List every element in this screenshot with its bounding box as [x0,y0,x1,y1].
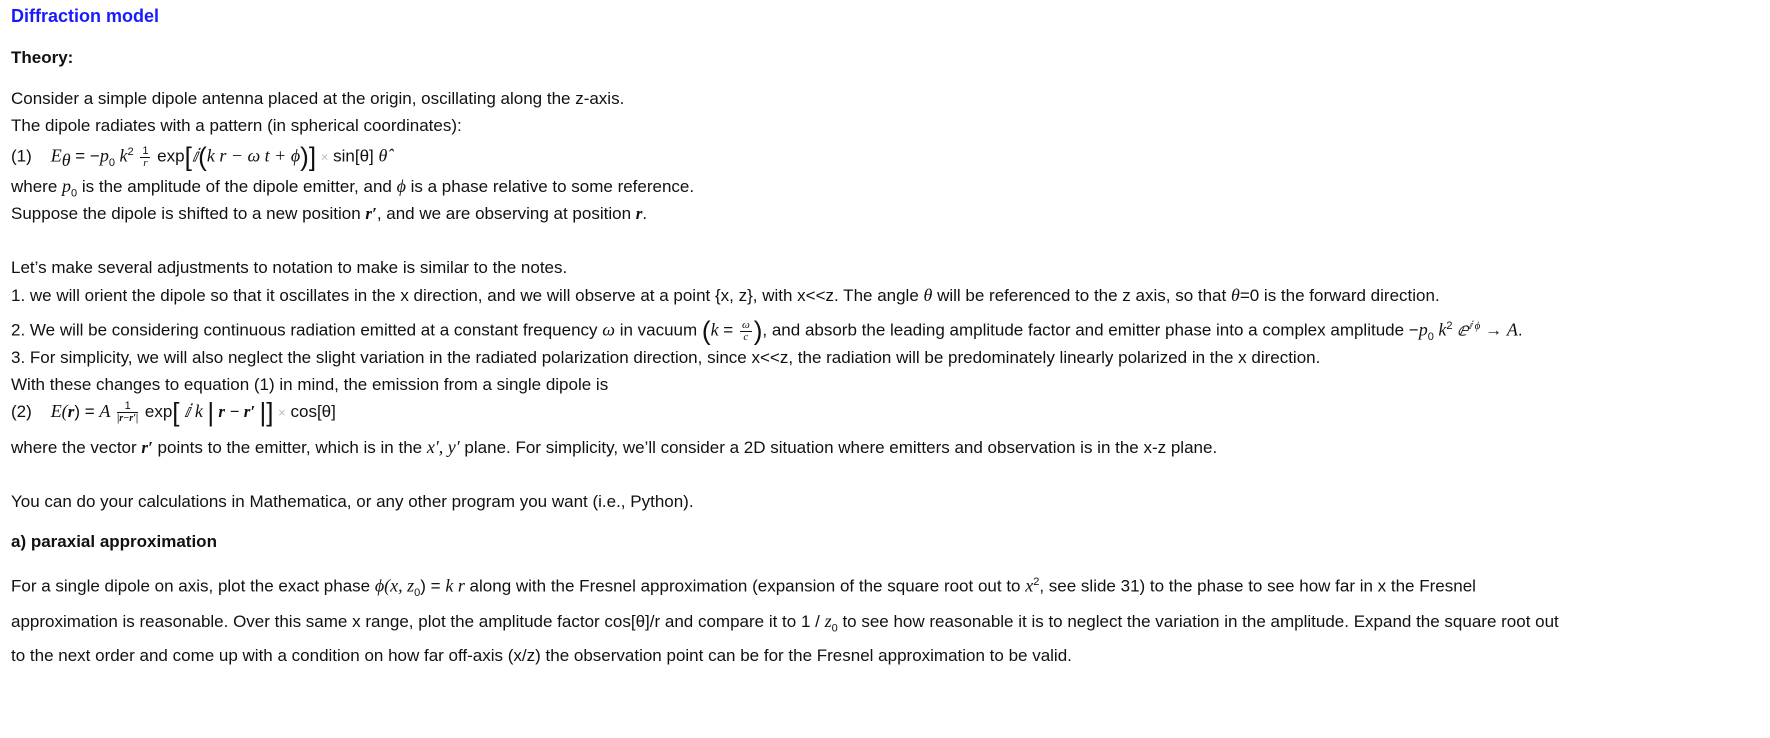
eq-term: ( [198,141,207,172]
eq-term: [ [172,397,180,427]
notebook-title: Diffraction model [11,6,160,26]
text: in vacuum [614,320,702,340]
text-line: You can do your calculations in Mathematica, or any other program you want (i.e., Python). [11,492,694,511]
math: k [710,319,719,340]
math: x′, y′ [426,437,460,457]
text: where the vector [11,438,142,457]
math: x [1025,575,1034,596]
eq-term: ] [266,397,274,427]
math: 0 [1427,331,1434,344]
eq-term: k [114,145,128,166]
math: θ [1230,285,1240,305]
eq-label: (2) [11,402,32,421]
text-line: The dipole radiates with a pattern (in spherical coordinates): [11,116,462,135]
eq-term: A [99,401,111,421]
math: z [824,610,832,631]
eq-term: ) [300,141,309,172]
eq-term: 0 [108,157,115,170]
text: . [642,204,648,223]
text: is a phase relative to some reference. [405,177,695,196]
math: = [718,320,738,340]
times-symbol: × [278,405,286,420]
denominator: |r−r′| [117,413,139,425]
eq-label: (1) [11,146,32,166]
eq-term: r − r′ [214,402,260,421]
math: ⅇ [1452,319,1469,340]
text: will be referenced to the z axis, so that [932,286,1231,305]
fraction [740,320,752,343]
eq-term: | [259,397,267,427]
numerator: 1 [142,144,149,157]
math: ω [602,319,615,340]
math: 0 [831,621,838,634]
text-line [11,436,1217,459]
text: . [1517,320,1523,340]
eq-term: ⅈ [191,145,199,166]
eq-term: ⅈ k [179,401,208,421]
numerator: 1 [117,401,138,413]
times-symbol: × [320,149,329,165]
math: p [62,176,72,196]
eq-term: = − [70,146,100,166]
fraction [140,146,150,169]
math: ϕ(x, z [374,575,415,596]
eq-term: | [207,397,215,427]
theory-heading: Theory: [11,48,74,67]
text: , see slide 31) to the phase to see how far in x the Fresnel approximation is reasonable. Over this same x range, plot the amplitude factor cos[θ]/r and compare it to [11,576,1476,631]
math: ( [701,315,711,346]
eq-term: sin[θ] [333,146,379,166]
math: A [1506,319,1518,340]
math: r [635,204,643,223]
math: 2 [1033,576,1040,588]
text-line: With these changes to equation (1) in mind, the emission from a single dipole is [11,375,609,394]
text: along with the Fresnel approximation (expansion of the square root out to [464,576,1026,596]
fraction [117,401,138,424]
eq-term: ] [308,141,317,172]
eq-term: ) = [74,402,100,421]
eq-term: exp [140,402,173,421]
eq-term: θ̂ [378,145,388,166]
numerator: ω [741,318,750,331]
text: is the amplitude of the dipole emitter, and [77,177,397,196]
eq-term: θ [61,150,71,171]
section-heading: a) paraxial approximation [11,532,217,551]
equation-2 [11,397,336,427]
math: ⅈ ϕ [1468,320,1481,332]
text-line: 3. For simplicity, we will also neglect the slight variation in the radiated polarization direction, since x<<z, the radiation will be predominately linearly polarized in the x direction. [11,348,1321,367]
text: plane. For simplicity, we’ll consider a 2D situation where emitters and observation is in the x-z plane. [459,438,1218,457]
text: 2. We will be considering continuous radiation emitted at a constant frequency [11,320,603,340]
eq-term: k r − ω t + ϕ [206,145,301,166]
text-line [11,315,1523,348]
math: r′ [365,204,377,223]
text-line [11,203,647,225]
text-line: Let’s make several adjustments to notation to make is similar to the notes. [11,258,568,277]
eq-term: r [67,402,75,421]
math: 1 / [800,611,825,631]
text: , and we are observing at position [376,204,636,223]
math: ) [753,315,763,346]
text: points to the emitter, which is in the [152,438,427,457]
eq-term: p [99,145,109,166]
equation-1 [11,141,387,174]
text-line: Consider a simple dipole antenna placed at the origin, oscillating along the z-axis. [11,89,625,108]
text: For a single dipole on axis, plot the exact phase [11,576,375,596]
text: where [11,177,63,196]
text-line [11,175,694,204]
math: θ [923,285,933,305]
denominator: c [743,330,749,343]
text: =0 is the forward direction. [1239,286,1440,305]
eq-term: exp [152,146,185,166]
question-paragraph [11,569,1561,670]
eq-term: E [50,145,62,166]
text: 1. we will orient the dipole so that it oscillates in the x direction, and we will observe at a point {x, z}, with x<<z. The angle [11,286,924,305]
eq-term: cos[θ] [285,402,336,421]
math: k [1433,319,1447,340]
math: p [1418,319,1428,340]
math: 2 [1446,320,1453,332]
math: → [1480,320,1507,340]
text: Suppose the dipole is shifted to a new position [11,204,366,223]
math: r′ [141,438,153,457]
eq-term: 2 [127,146,134,158]
eq-term: [ [184,141,192,172]
text: , and absorb the leading amplitude factor and emitter phase into a complex amplitude − [762,320,1419,340]
text-line [11,284,1440,307]
text: to see how reasonable it is to neglect the variation in the amplitude. Expand the square root out to the next order and come up with a condition on how far off-axis (x/z) the observation point can be for the Fresnel approximation to be valid. [11,611,1559,666]
math: 0 [414,587,421,600]
math: k r [445,575,465,596]
math: 0 [71,187,78,200]
math: ) = [420,576,446,596]
math: ϕ [396,176,406,196]
denominator: r [143,156,148,169]
eq-term: E( [50,401,68,421]
